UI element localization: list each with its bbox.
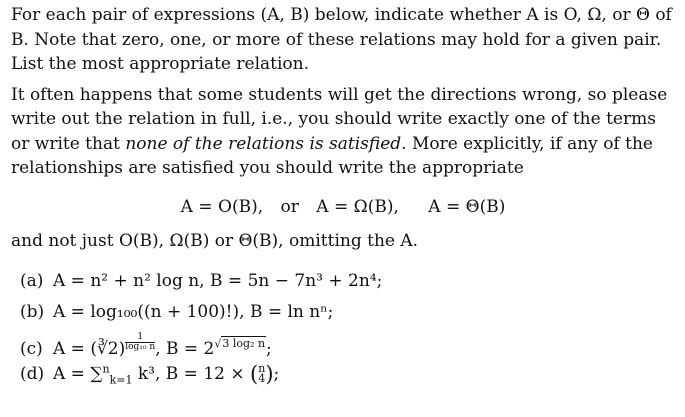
binom-right-paren: ) (265, 361, 274, 386)
binom-bottom: 4 (258, 372, 266, 385)
after-paragraph: and not just O(B), Ω(B) or Θ(B), omitting the A. (11, 231, 419, 251)
item-expression-a: A = (∛2) (53, 338, 126, 359)
sqrt-radicand: 3 log₂ n (222, 336, 266, 350)
fraction-denominator: log₁₀ n (125, 341, 156, 352)
sum-lower: k=1 (109, 372, 133, 386)
item-expression-c: ; (266, 338, 272, 359)
instructions-emphasis: none of the relations is satisfied. (125, 133, 407, 154)
item-label: (c) (20, 338, 43, 359)
fraction-numerator: 1 (125, 333, 155, 343)
item-label: (b) (20, 301, 45, 322)
item-expression-b: k³, B = 12 × (132, 363, 251, 384)
item-expression: A = n² + n² log n, B = 5n − 7n³ + 2n⁴; (53, 270, 383, 291)
item-expression-b: , B = 2 (155, 338, 215, 359)
intro-paragraph: For each pair of expressions (A, B) below, indicate whether A is O, Ω, or Θ of B. Note that zero, one, or more of these relations may hold for a given pair. List the most appropriate relation. (11, 5, 672, 74)
sum-upper: n (102, 361, 110, 375)
relation-big-o: A = O(B), (180, 196, 264, 217)
instructions-text-b: More explicitly, if any of the relationships are satisfied you should write the appropriate (11, 133, 653, 178)
relation-omega: A = Ω(B), (316, 196, 399, 217)
relation-theta: A = Θ(B) (428, 196, 506, 217)
problem-item-a (20, 266, 675, 297)
exponent-fraction (125, 333, 155, 352)
problem-item-d (20, 359, 675, 390)
problem-item-c (20, 328, 675, 359)
instructions-paragraph (11, 83, 675, 181)
relation-or: or (280, 196, 299, 217)
problem-list (11, 266, 675, 390)
item-label: (d) (20, 363, 45, 384)
relation-display (11, 195, 675, 220)
item-expression: A = log₁₀₀((n + 100)!), B = ln nⁿ; (53, 301, 334, 322)
item-expression-a: A = ∑ (53, 363, 103, 384)
item-expression-c: ; (273, 363, 280, 384)
sqrt-symbol: √ (214, 336, 222, 350)
binom-top: n (258, 362, 266, 375)
problem-item-b (20, 297, 675, 328)
item-label: (a) (20, 270, 44, 291)
instructions-text-a: It often happens that some students will get the directions wrong, so please write out the relation in full, i.e., you should write exactly one of the terms or write that (11, 84, 668, 154)
binom-left-paren: ( (250, 361, 259, 386)
